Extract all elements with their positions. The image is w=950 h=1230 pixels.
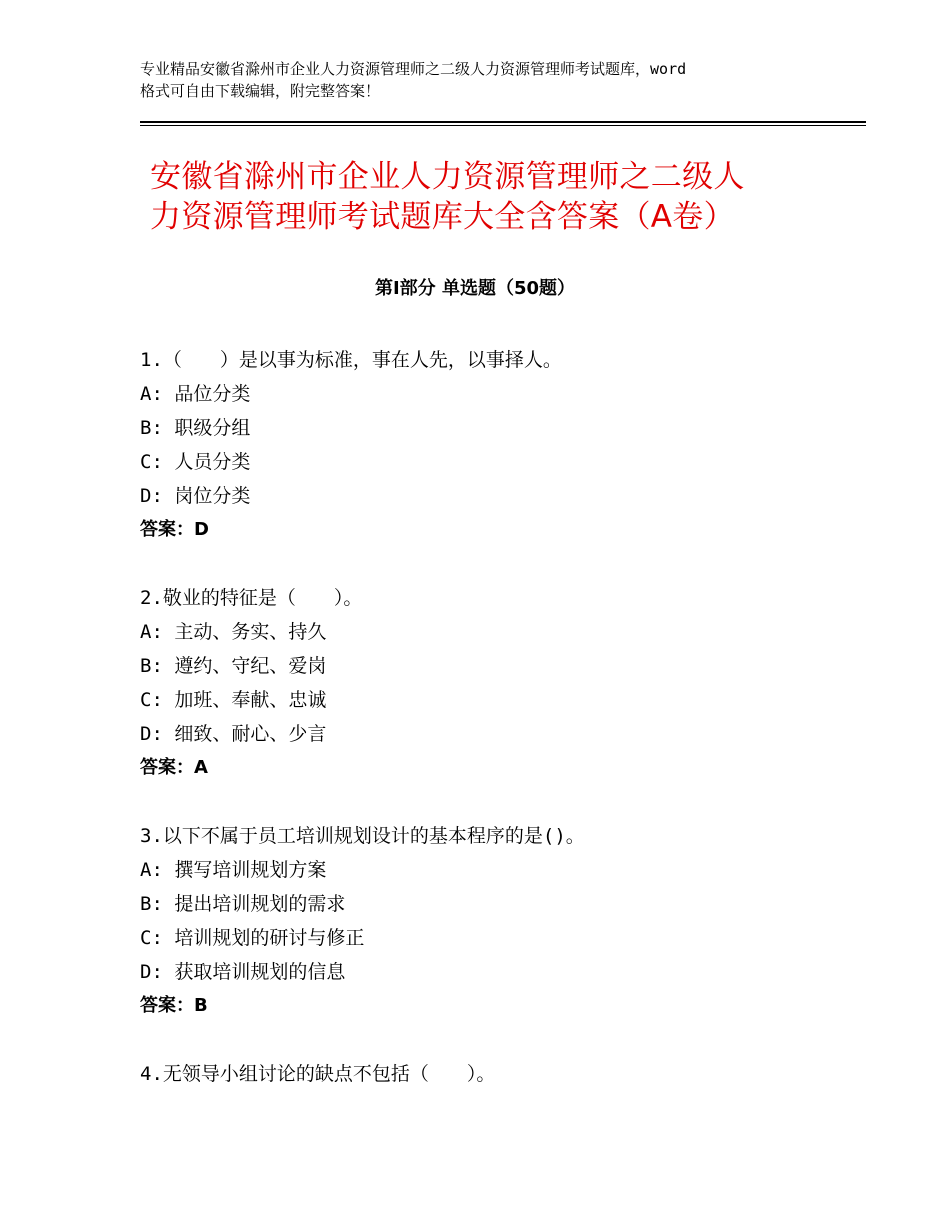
question-stem: 2.敬业的特征是（ ）。 [140, 587, 363, 609]
document-title-line-2: 力资源管理师考试题库大全含答案（A卷） [150, 199, 735, 235]
header-note [140, 58, 830, 102]
option-d: D: 细致、耐心、少言 [140, 723, 327, 745]
question-stem: 4.无领导小组讨论的缺点不包括（ ）。 [140, 1063, 496, 1085]
question-stem: 1.（ ）是以事为标准，事在人先，以事择人。 [140, 349, 562, 371]
question-stem: 3.以下不属于员工培训规划设计的基本程序的是()。 [140, 825, 585, 847]
option-a: A: 主动、务实、持久 [140, 621, 327, 643]
section-title: 第Ⅰ部分 单选题（50题） [374, 278, 575, 299]
header-note-line-2: 格式可自由下载编辑，附完整答案！ [140, 82, 381, 100]
question-4 [140, 1057, 840, 1091]
option-b: B: 职级分组 [140, 417, 251, 439]
option-b: B: 提出培训规划的需求 [140, 893, 346, 915]
question-3 [140, 819, 840, 1023]
document-title-line-1: 安徽省滁州市企业人力资源管理师之二级人 [150, 159, 745, 195]
option-c: C: 培训规划的研讨与修正 [140, 927, 365, 949]
header-rule-thick [140, 121, 866, 123]
option-d: D: 获取培训规划的信息 [140, 961, 346, 983]
document-title [150, 157, 840, 237]
option-a: A: 撰写培训规划方案 [140, 859, 327, 881]
option-b: B: 遵约、守纪、爱岗 [140, 655, 327, 677]
question-answer: 答案：A [140, 757, 208, 778]
header-note-line-1: 专业精品安徽省滁州市企业人力资源管理师之二级人力资源管理师考试题库，word [140, 60, 687, 78]
option-d: D: 岗位分类 [140, 485, 251, 507]
option-c: C: 加班、奉献、忠诚 [140, 689, 327, 711]
question-answer: 答案：B [140, 995, 208, 1016]
question-answer: 答案：D [140, 519, 209, 540]
option-a: A: 品位分类 [140, 383, 251, 405]
question-1 [140, 343, 840, 547]
question-list [140, 343, 840, 1125]
option-c: C: 人员分类 [140, 451, 251, 473]
question-2 [140, 581, 840, 785]
header-rule-thin [140, 125, 866, 126]
